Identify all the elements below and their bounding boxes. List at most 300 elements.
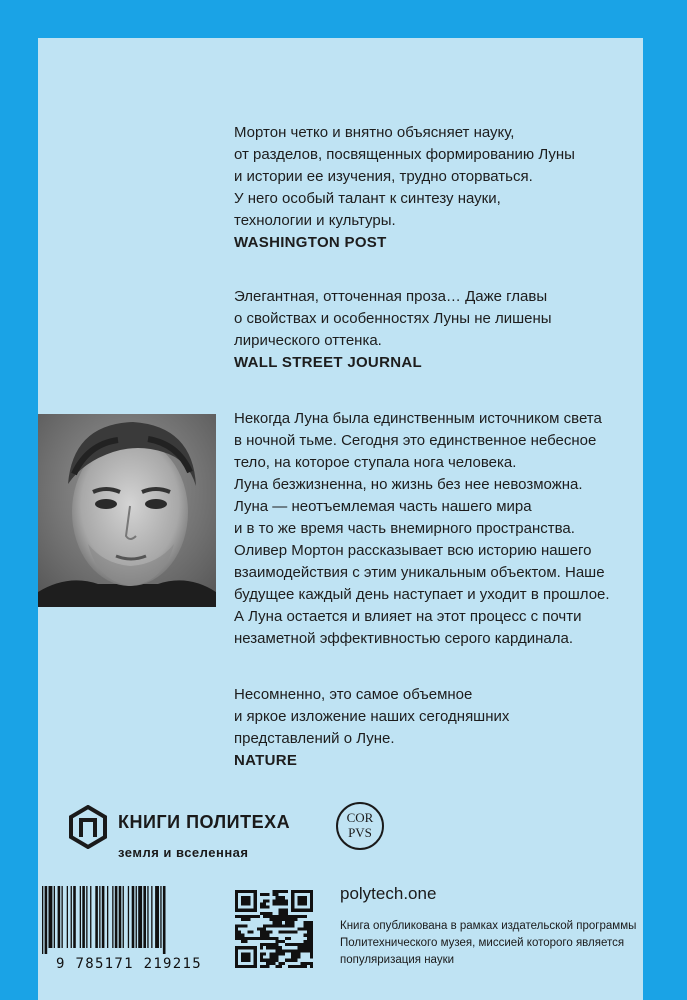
qr-module	[266, 899, 269, 902]
qr-module	[263, 965, 266, 968]
qr-module	[254, 956, 257, 959]
qr-module	[247, 896, 250, 899]
qr-module	[304, 924, 307, 927]
qr-module	[241, 890, 244, 893]
qr-module	[266, 915, 269, 918]
qr-module	[285, 912, 288, 915]
qr-module	[285, 899, 288, 902]
qr-module	[266, 912, 269, 915]
blurb-line: и в то же время часть внемирного пространства.	[234, 520, 575, 537]
qr-module	[235, 952, 238, 955]
qr-module	[307, 937, 310, 940]
qr-module	[276, 940, 279, 943]
qr-module	[238, 890, 241, 893]
qr-module	[241, 924, 244, 927]
qr-module	[251, 931, 254, 934]
qr-module	[282, 949, 285, 952]
qr-module	[260, 927, 263, 930]
qr-module	[307, 909, 310, 912]
qr-module	[301, 962, 304, 965]
qr-module	[247, 902, 250, 905]
qr-module	[235, 909, 238, 912]
qr-module	[235, 927, 238, 930]
qr-module	[266, 893, 269, 896]
qr-module	[241, 902, 244, 905]
qr-module	[266, 934, 269, 937]
qr-module	[307, 946, 310, 949]
qr-module	[288, 921, 291, 924]
qr-module	[310, 902, 313, 905]
review-quote-nature	[234, 684, 634, 772]
book-blurb	[234, 408, 634, 650]
qr-module	[291, 943, 294, 946]
qr-module	[260, 931, 263, 934]
qr-module	[235, 924, 238, 927]
qr-module	[269, 924, 272, 927]
qr-module	[276, 959, 279, 962]
barcode-bar	[73, 886, 76, 948]
qr-module	[235, 906, 238, 909]
qr-module	[272, 959, 275, 962]
qr-module	[291, 918, 294, 921]
quote-line: представлений о Луне.	[234, 730, 395, 747]
qr-module	[310, 931, 313, 934]
qr-module	[238, 965, 241, 968]
qr-module	[251, 915, 254, 918]
qr-module	[269, 956, 272, 959]
qr-module	[310, 909, 313, 912]
barcode-bar	[86, 886, 87, 948]
qr-module	[276, 937, 279, 940]
qr-module	[251, 909, 254, 912]
qr-module	[260, 937, 263, 940]
qr-module	[254, 946, 257, 949]
qr-code[interactable]	[235, 890, 313, 968]
qr-module	[266, 959, 269, 962]
qr-module	[254, 896, 257, 899]
qr-module	[291, 959, 294, 962]
qr-module	[247, 946, 250, 949]
qr-module	[238, 931, 241, 934]
qr-module	[285, 959, 288, 962]
qr-module	[294, 931, 297, 934]
qr-module	[304, 940, 307, 943]
qr-module	[291, 890, 294, 893]
barcode-bar	[155, 886, 159, 948]
qr-module	[263, 934, 266, 937]
qr-module	[288, 949, 291, 952]
qr-module	[310, 899, 313, 902]
qr-module	[272, 946, 275, 949]
qr-module	[307, 962, 310, 965]
qr-module	[241, 896, 244, 899]
qr-module	[263, 937, 266, 940]
qr-module	[260, 952, 263, 955]
quote-line: и яркое изложение наших сегодняшних	[234, 708, 510, 725]
blurb-line: в ночной тьме. Сегодня это единственное небесное	[234, 432, 597, 449]
quote-source: WASHINGTON POST	[234, 234, 387, 251]
qr-module	[272, 893, 275, 896]
svg-text:COR: COR	[346, 810, 374, 825]
qr-module	[297, 896, 300, 899]
qr-module	[269, 959, 272, 962]
qr-module	[279, 949, 282, 952]
qr-module	[307, 949, 310, 952]
qr-module	[263, 943, 266, 946]
quote-line: от разделов, посвященных формированию Луны	[234, 146, 575, 163]
quote-line: технологии и культуры.	[234, 212, 396, 229]
qr-module	[244, 902, 247, 905]
author-photo-image	[38, 414, 216, 607]
qr-module	[304, 962, 307, 965]
qr-module	[241, 937, 244, 940]
qr-module	[254, 906, 257, 909]
qr-module	[254, 902, 257, 905]
qr-module	[304, 921, 307, 924]
qr-module	[266, 962, 269, 965]
qr-module	[247, 931, 250, 934]
qr-module	[291, 915, 294, 918]
qr-module	[310, 965, 313, 968]
qr-module	[244, 899, 247, 902]
qr-module	[301, 890, 304, 893]
qr-module	[310, 937, 313, 940]
qr-module	[307, 924, 310, 927]
qr-module	[263, 959, 266, 962]
qr-module	[272, 902, 275, 905]
qr-module	[285, 918, 288, 921]
qr-module	[310, 934, 313, 937]
qr-module	[247, 937, 250, 940]
qr-module	[257, 915, 260, 918]
qr-module	[291, 893, 294, 896]
qr-module	[288, 915, 291, 918]
qr-module	[247, 952, 250, 955]
qr-module	[285, 949, 288, 952]
qr-module	[304, 934, 307, 937]
qr-module	[241, 956, 244, 959]
qr-module	[235, 915, 238, 918]
qr-module	[260, 946, 263, 949]
qr-module	[288, 924, 291, 927]
qr-module	[244, 937, 247, 940]
qr-module	[282, 896, 285, 899]
qr-module	[272, 890, 275, 893]
qr-module	[310, 962, 313, 965]
quote-line: У него особый талант к синтезу науки,	[234, 190, 501, 207]
qr-module	[247, 909, 250, 912]
qr-module	[235, 962, 238, 965]
qr-module	[285, 921, 288, 924]
qr-module	[241, 918, 244, 921]
qr-module	[297, 902, 300, 905]
qr-module	[251, 946, 254, 949]
qr-module	[294, 890, 297, 893]
barcode-bar	[102, 886, 105, 948]
qr-module	[269, 918, 272, 921]
qr-module	[241, 940, 244, 943]
quote-line: Мортон четко и внятно объясняет науку,	[234, 124, 515, 141]
qr-module	[304, 909, 307, 912]
qr-module	[266, 943, 269, 946]
qr-module	[310, 927, 313, 930]
qr-module	[266, 937, 269, 940]
qr-module	[279, 899, 282, 902]
qr-module	[291, 931, 294, 934]
barcode-bar	[49, 886, 53, 948]
qr-module	[241, 899, 244, 902]
qr-module	[297, 909, 300, 912]
qr-module	[269, 962, 272, 965]
barcode-bar	[67, 886, 68, 948]
qr-module	[279, 918, 282, 921]
qr-module	[247, 965, 250, 968]
qr-module	[279, 952, 282, 955]
qr-module	[291, 909, 294, 912]
quote-line: лирического оттенка.	[234, 332, 382, 349]
barcode-bar	[119, 886, 122, 948]
qr-module	[272, 918, 275, 921]
qr-module	[266, 946, 269, 949]
back-cover	[38, 38, 643, 1000]
barcode-bar	[163, 886, 166, 954]
blurb-line: Луна — неотъемлемая часть нашего мира	[234, 498, 532, 515]
qr-module	[272, 921, 275, 924]
qr-module	[276, 918, 279, 921]
qr-module	[260, 893, 263, 896]
qr-module	[263, 952, 266, 955]
barcode-bar	[45, 886, 48, 954]
qr-module	[282, 902, 285, 905]
qr-module	[266, 906, 269, 909]
qr-module	[238, 924, 241, 927]
qr-module	[247, 956, 250, 959]
barcode-bar	[107, 886, 108, 948]
qr-module	[301, 899, 304, 902]
qr-module	[304, 902, 307, 905]
corpus-logo-icon	[334, 800, 386, 852]
qr-module	[304, 949, 307, 952]
qr-module	[297, 927, 300, 930]
qr-module	[310, 893, 313, 896]
barcode-bar	[115, 886, 118, 948]
qr-module	[282, 918, 285, 921]
qr-module	[285, 937, 288, 940]
qr-module	[260, 934, 263, 937]
qr-module	[279, 890, 282, 893]
qr-module	[266, 931, 269, 934]
qr-module	[244, 918, 247, 921]
qr-module	[244, 890, 247, 893]
qr-module	[235, 946, 238, 949]
qr-module	[276, 902, 279, 905]
qr-module	[282, 890, 285, 893]
qr-module	[276, 943, 279, 946]
qr-module	[304, 890, 307, 893]
qr-module	[272, 956, 275, 959]
svg-text:PVS: PVS	[348, 825, 372, 840]
qr-module	[301, 902, 304, 905]
qr-module	[307, 921, 310, 924]
qr-module	[288, 937, 291, 940]
qr-module	[301, 896, 304, 899]
qr-module	[294, 915, 297, 918]
qr-module	[297, 956, 300, 959]
qr-module	[263, 915, 266, 918]
qr-module	[291, 906, 294, 909]
qr-module	[307, 931, 310, 934]
publisher-url[interactable]: polytech.one	[340, 884, 437, 903]
qr-module	[266, 924, 269, 927]
qr-module	[276, 956, 279, 959]
qr-module	[263, 912, 266, 915]
barcode-bar	[90, 886, 91, 948]
qr-module	[235, 956, 238, 959]
qr-module	[235, 899, 238, 902]
blurb-line: тело, на которое ступала нога человека.	[234, 454, 517, 471]
qr-module	[291, 921, 294, 924]
qr-module	[301, 943, 304, 946]
quote-line: о свойствах и особенностях Луны не лишены	[234, 310, 552, 327]
qr-module	[282, 931, 285, 934]
qr-module	[291, 902, 294, 905]
qr-module	[285, 924, 288, 927]
qr-module	[235, 931, 238, 934]
qr-module	[263, 924, 266, 927]
qr-module	[307, 927, 310, 930]
quote-line: и истории ее изучения, трудно оторваться.	[234, 168, 533, 185]
qr-module	[254, 899, 257, 902]
barcode-bar	[160, 886, 161, 948]
qr-module	[260, 902, 263, 905]
qr-module	[310, 943, 313, 946]
quote-source: WALL STREET JOURNAL	[234, 354, 422, 371]
qr-module	[279, 924, 282, 927]
qr-module	[294, 956, 297, 959]
barcode-bar	[58, 886, 61, 948]
qr-module	[285, 902, 288, 905]
qr-module	[247, 899, 250, 902]
blurb-line: Луна безжизненна, но жизнь без нее невозможна.	[234, 476, 583, 493]
qr-module	[257, 927, 260, 930]
qr-module	[282, 899, 285, 902]
blurb-line: А Луна остается и влияет на этот процесс с почти	[234, 608, 582, 625]
qr-module	[279, 921, 282, 924]
qr-module	[304, 896, 307, 899]
qr-module	[276, 921, 279, 924]
qr-module	[282, 924, 285, 927]
barcode-bar	[99, 886, 100, 948]
qr-module	[276, 915, 279, 918]
qr-module	[251, 937, 254, 940]
qr-module	[304, 927, 307, 930]
qr-module	[272, 962, 275, 965]
barcode-bar	[143, 886, 146, 948]
qr-module	[241, 915, 244, 918]
qr-module	[297, 965, 300, 968]
qr-module	[244, 956, 247, 959]
barcode-bar	[123, 886, 124, 948]
qr-module	[269, 937, 272, 940]
qr-module	[294, 918, 297, 921]
qr-module	[285, 909, 288, 912]
series-title: КНИГИ ПОЛИТЕХА	[118, 812, 291, 832]
qr-module	[279, 896, 282, 899]
qr-module	[297, 946, 300, 949]
qr-module	[282, 915, 285, 918]
qr-module	[291, 896, 294, 899]
qr-module	[291, 965, 294, 968]
qr-module	[238, 915, 241, 918]
qr-module	[276, 899, 279, 902]
author-photo	[38, 414, 216, 607]
series-subtitle: земля и вселенная	[118, 845, 249, 860]
qr-module	[244, 924, 247, 927]
qr-module	[247, 959, 250, 962]
qr-module	[282, 940, 285, 943]
qr-module	[279, 940, 282, 943]
qr-module	[291, 952, 294, 955]
qr-module	[235, 902, 238, 905]
qr-module	[285, 890, 288, 893]
qr-module	[254, 952, 257, 955]
qr-module	[297, 952, 300, 955]
qr-module	[288, 965, 291, 968]
barcode-bar	[151, 886, 152, 948]
qr-module	[297, 949, 300, 952]
qr-module	[272, 915, 275, 918]
qr-module	[263, 893, 266, 896]
qr-module	[244, 946, 247, 949]
qr-module	[247, 918, 250, 921]
qr-module	[285, 931, 288, 934]
qr-module	[310, 906, 313, 909]
qr-module	[235, 937, 238, 940]
qr-module	[288, 931, 291, 934]
polytech-hexagon-icon	[68, 805, 108, 849]
qr-module	[304, 946, 307, 949]
qr-module	[282, 952, 285, 955]
qr-module	[310, 890, 313, 893]
qr-module	[291, 924, 294, 927]
qr-module	[263, 899, 266, 902]
qr-module	[238, 934, 241, 937]
qr-module	[310, 924, 313, 927]
qr-module	[276, 946, 279, 949]
qr-module	[304, 915, 307, 918]
qr-module	[238, 909, 241, 912]
qr-module	[257, 937, 260, 940]
qr-module	[276, 952, 279, 955]
qr-module	[285, 915, 288, 918]
qr-module	[282, 962, 285, 965]
qr-module	[272, 943, 275, 946]
qr-module	[310, 949, 313, 952]
barcode-bar	[138, 886, 142, 948]
qr-module	[288, 943, 291, 946]
qr-module	[288, 959, 291, 962]
quote-line: Элегантная, отточенная проза… Даже главы	[234, 288, 548, 305]
qr-module	[263, 906, 266, 909]
qr-module	[301, 949, 304, 952]
qr-module	[307, 934, 310, 937]
qr-module	[269, 912, 272, 915]
qr-module	[244, 940, 247, 943]
qr-module	[260, 912, 263, 915]
qr-module	[238, 946, 241, 949]
qr-module	[260, 965, 263, 968]
quote-line: Несомненно, это самое объемное	[234, 686, 473, 703]
